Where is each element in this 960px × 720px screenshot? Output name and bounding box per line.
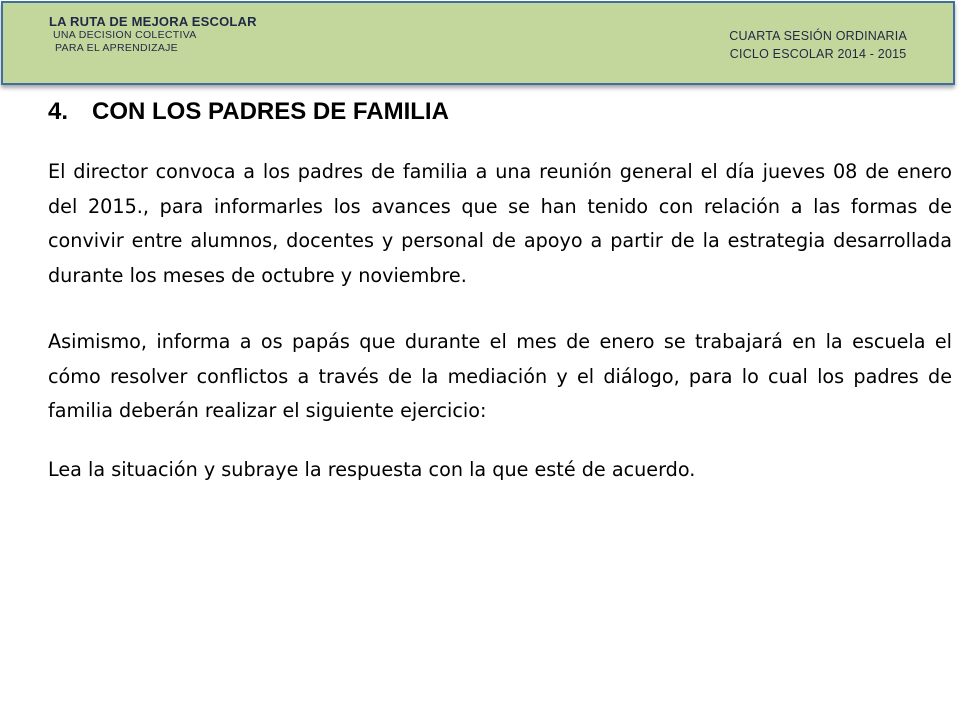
paragraph-instruction: Lea la situación y subraye la respuesta con la que esté de acuerdo.	[48, 457, 696, 481]
paragraph-exercise: Asimismo, informa a os papás que durante el mes de enero se trabajará en la escuela el cómo resolver conflictos a través de la mediación y el diálogo, para lo cual los padres de familia deberán realizar el siguiente ejercicio:	[48, 330, 952, 422]
program-subtitle-line1: UNA DECISION COLECTIVA	[53, 29, 197, 41]
school-year: CICLO ESCOLAR 2014 - 2015	[729, 47, 907, 61]
section-heading	[48, 98, 449, 126]
header-banner	[1, 1, 955, 85]
program-subtitle-line2: PARA EL APRENDIZAJE	[55, 42, 178, 54]
paragraph-meeting: El director convoca a los padres de familia a una reunión general el día jueves 08 de enero del 2015., para informarles los avances que se han tenido con relación a las formas de convivir entre alumnos, docentes y personal de apoyo a partir de la estrategia desarrollada durante los meses de octubre y noviembre.	[48, 160, 952, 287]
session-info-block	[729, 27, 907, 63]
section-title: CON LOS PADRES DE FAMILIA	[92, 98, 449, 125]
program-title-block	[49, 14, 257, 55]
body-content	[48, 155, 952, 487]
session-name: CUARTA SESIÓN ORDINARIA	[729, 29, 907, 43]
section-number: 4.	[48, 98, 69, 125]
program-title: LA RUTA DE MEJORA ESCOLAR	[49, 14, 257, 29]
